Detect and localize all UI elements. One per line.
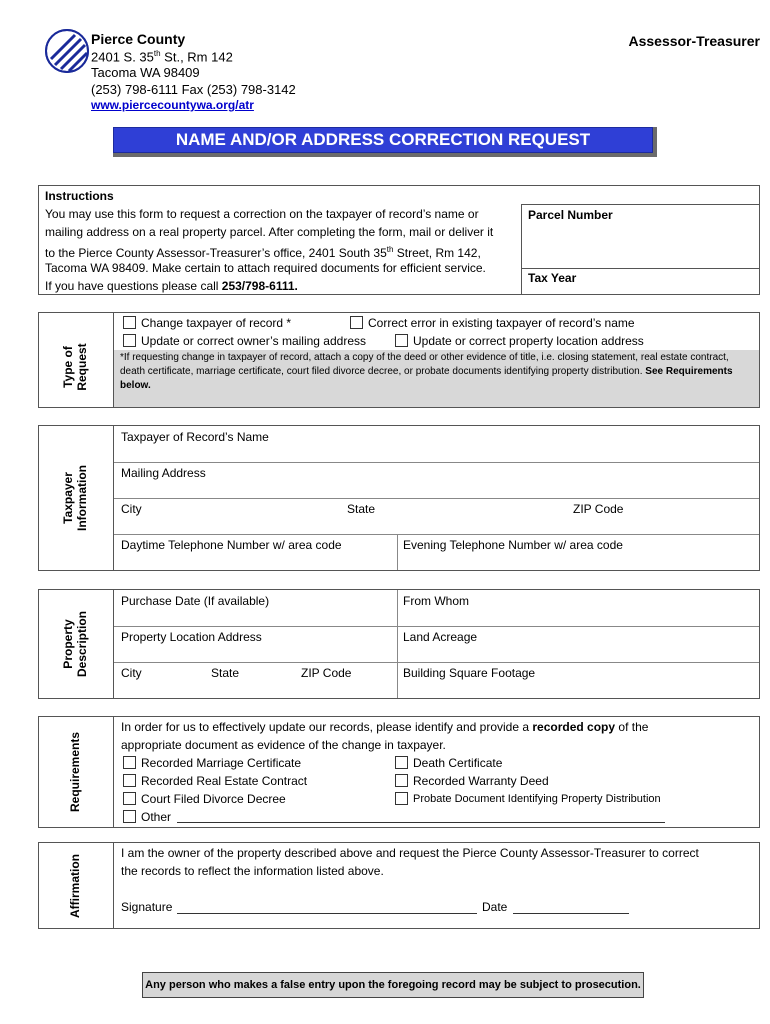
probate-document-checkbox[interactable]: [395, 792, 408, 805]
mailing-address-checkbox[interactable]: [123, 334, 136, 347]
address-line-2: Tacoma WA 98409: [91, 65, 200, 80]
option-label: Change taxpayer of record *: [141, 316, 292, 330]
request-note: [114, 350, 759, 407]
property-location-field[interactable]: Property Location Address: [121, 630, 262, 644]
instructions-line: You may use this form to request a correction on the taxpayer of record’s name or: [45, 207, 479, 221]
instructions-line: If you have questions please call 253/798-6111.: [45, 279, 298, 293]
option-label: Court Filed Divorce Decree: [141, 792, 286, 806]
mailing-address-field[interactable]: Mailing Address: [121, 466, 206, 480]
building-sqft-field[interactable]: Building Square Footage: [403, 666, 536, 680]
title-shadow: [113, 127, 657, 157]
requirements-intro: appropriate document as evidence of the change in taxpayer.: [121, 738, 446, 752]
section-label: Property Description: [61, 611, 89, 678]
instructions-line: mailing address on a real property parcel. After completing the form, mail or deliver it: [45, 225, 494, 239]
form-title: NAME AND/OR ADDRESS CORRECTION REQUEST: [113, 127, 653, 153]
section-label: Requirements: [68, 731, 82, 813]
prosecution-warning: Any person who makes a false entry upon the foregoing record may be subject to prosecution.: [142, 972, 644, 998]
taxpayer-name-field[interactable]: Taxpayer of Record’s Name: [121, 430, 269, 444]
affirmation-section: [38, 842, 760, 929]
evening-phone-field[interactable]: Evening Telephone Number w/ area code: [403, 538, 623, 552]
pierce-county-logo-icon: [45, 29, 89, 73]
death-certificate-checkbox[interactable]: [395, 756, 408, 769]
from-whom-field[interactable]: From Whom: [403, 594, 469, 608]
address-line-1: 2401 S. 35th St., Rm 142: [91, 49, 233, 65]
affirmation-text: the records to reflect the information listed above.: [121, 864, 384, 878]
phone-fax: (253) 798-6111 Fax (253) 798-3142: [91, 82, 296, 97]
daytime-phone-field[interactable]: Daytime Telephone Number w/ area code: [121, 538, 342, 552]
land-acreage-field[interactable]: Land Acreage: [403, 630, 478, 644]
parcel-number-field[interactable]: Parcel Number: [528, 208, 613, 222]
divorce-decree-checkbox[interactable]: [123, 792, 136, 805]
option-label: Death Certificate: [413, 756, 503, 770]
type-of-request-section: [38, 312, 760, 408]
option-label: Recorded Warranty Deed: [413, 774, 549, 788]
affirmation-text: I am the owner of the property described above and request the Pierce County Assessor-Treasurer to correct: [121, 846, 699, 860]
instructions-heading: Instructions: [45, 189, 114, 203]
correct-name-checkbox[interactable]: [350, 316, 363, 329]
purchase-date-field[interactable]: Purchase Date (If available): [121, 594, 270, 608]
option-label: Update or correct owner’s mailing address: [141, 334, 366, 348]
warranty-deed-checkbox[interactable]: [395, 774, 408, 787]
date-label: Date: [482, 900, 508, 914]
tax-year-field[interactable]: Tax Year: [528, 271, 577, 285]
other-input-line[interactable]: [177, 822, 665, 823]
option-label: Recorded Marriage Certificate: [141, 756, 302, 770]
requirements-intro: In order for us to effectively update our records, please identify and provide a recorded copy of the: [121, 720, 649, 734]
section-label: Type of Request: [61, 343, 89, 391]
property-zip-field[interactable]: ZIP Code: [301, 666, 352, 680]
org-name: Pierce County: [91, 31, 186, 47]
other-checkbox[interactable]: [123, 810, 136, 823]
change-taxpayer-checkbox[interactable]: [123, 316, 136, 329]
section-label: Affirmation: [68, 854, 82, 918]
date-line[interactable]: [513, 913, 629, 914]
taxpayer-info-section: [38, 425, 760, 571]
state-field[interactable]: State: [347, 502, 376, 516]
instructions-section: [38, 185, 760, 295]
instructions-line: to the Pierce County Assessor-Treasurer’s office, 2401 South 35th Street, Rm 142,: [45, 245, 481, 260]
marriage-certificate-checkbox[interactable]: [123, 756, 136, 769]
section-label: Taxpayer Information: [61, 465, 89, 531]
city-field[interactable]: City: [121, 502, 142, 516]
property-state-field[interactable]: State: [211, 666, 240, 680]
requirements-section: [38, 716, 760, 828]
website-link[interactable]: www.piercecountywa.org/atr: [91, 98, 254, 112]
signature-line[interactable]: [177, 913, 477, 914]
note-text: *If requesting change in taxpayer of record, attach a copy of the deed or other evidence of title, i.e. closing statement, real estate contract, death certificate, marriage certificate, court filed divorce decree, or probate documents identifying property distribution. See Requirements below.: [120, 352, 733, 391]
option-label: Update or correct property location address: [413, 334, 644, 348]
signature-label: Signature: [121, 900, 173, 914]
instructions-line: Tacoma WA 98409. Make certain to attach required documents for efficient service.: [45, 261, 486, 275]
real-estate-contract-checkbox[interactable]: [123, 774, 136, 787]
option-label: Other: [141, 810, 172, 824]
property-city-field[interactable]: City: [121, 666, 142, 680]
option-label: Correct error in existing taxpayer of record’s name: [368, 316, 635, 330]
property-description-section: [38, 589, 760, 699]
zip-field[interactable]: ZIP Code: [573, 502, 624, 516]
option-label: Recorded Real Estate Contract: [141, 774, 308, 788]
option-label: Probate Document Identifying Property Distribution: [413, 793, 661, 805]
location-address-checkbox[interactable]: [395, 334, 408, 347]
department-name: Assessor-Treasurer: [628, 33, 760, 49]
